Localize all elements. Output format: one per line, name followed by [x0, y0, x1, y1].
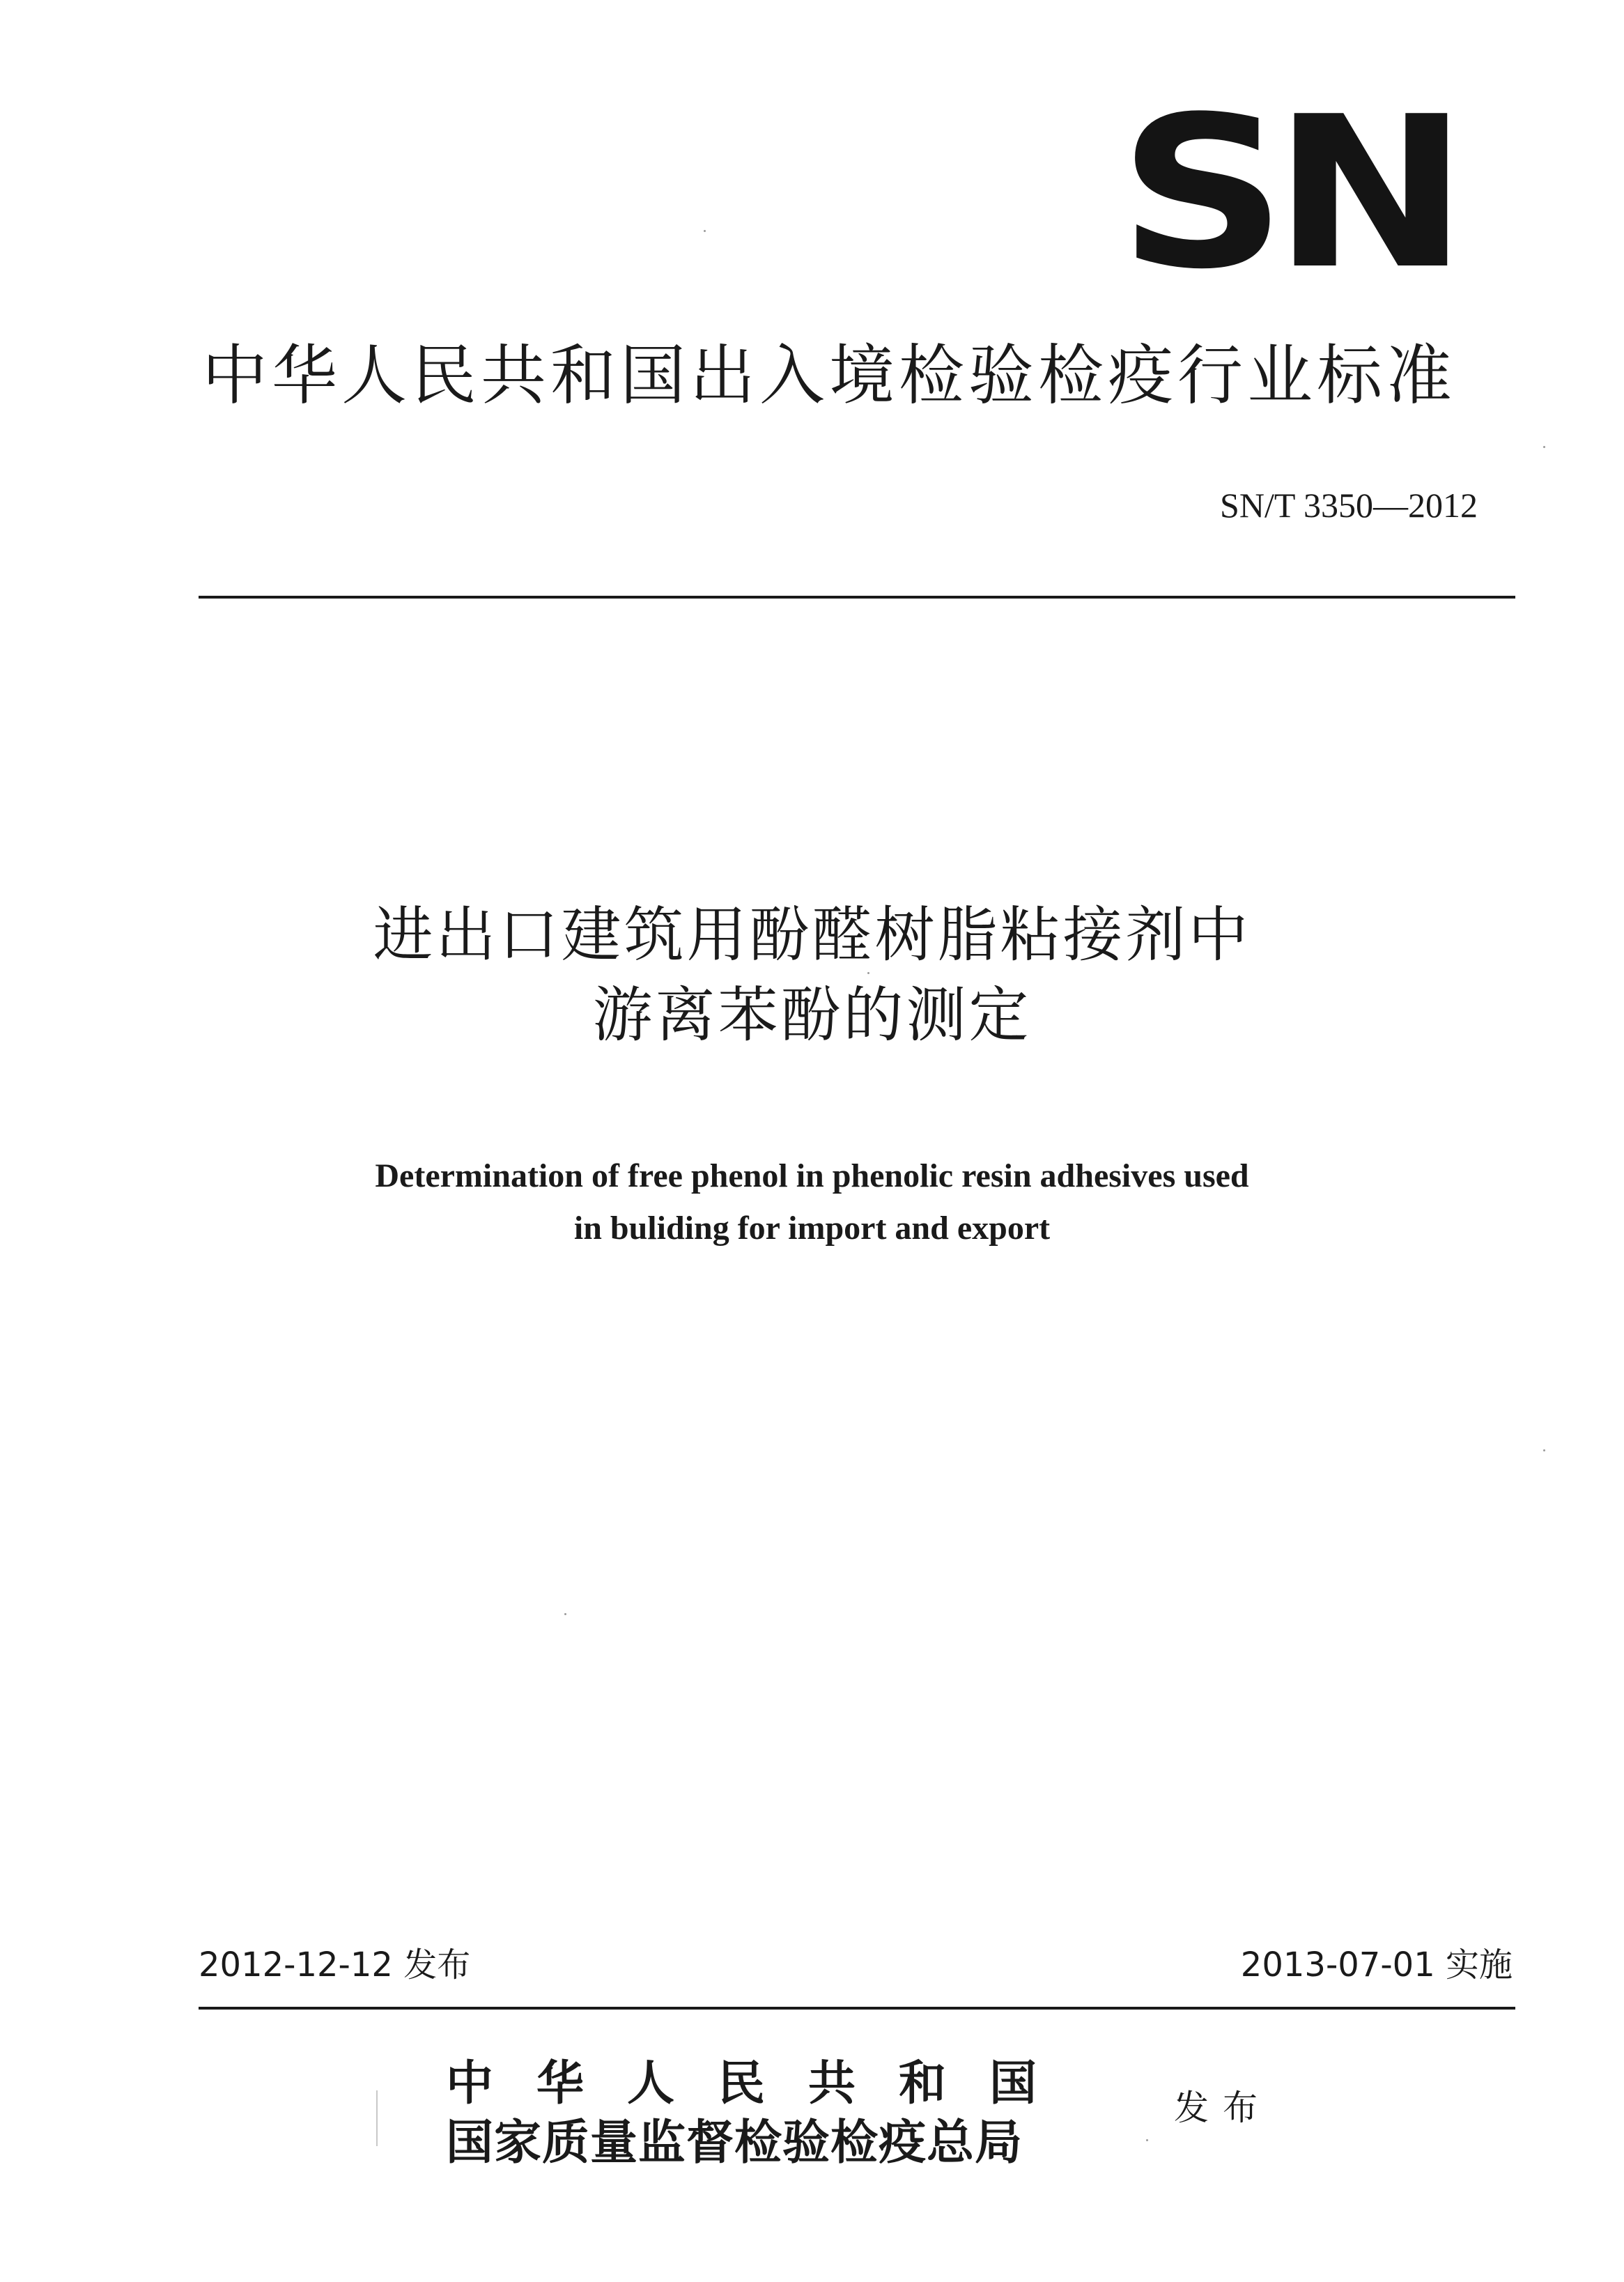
bottom-divider: [199, 2007, 1515, 2010]
publisher-line-1: 中华人民共和国: [446, 2056, 1081, 2111]
scan-artifact-mark: [376, 2090, 378, 2146]
chinese-title-line-1: 进出口建筑用酚醛树脂粘接剂中: [373, 900, 1251, 970]
publisher-line-2: 国家质量监督检验检疫总局: [446, 2115, 1023, 2171]
top-divider: [199, 596, 1515, 599]
english-title-line-2: in buliding for import and export: [573, 1210, 1051, 1247]
agency-title: 中华人民共和国出入境检验检疫行业标准: [202, 338, 1457, 414]
scan-speck: [564, 1613, 566, 1615]
scan-speck: [1543, 1449, 1545, 1451]
scan-speck: [704, 230, 706, 232]
issue-date: 2012-12-12 发布: [199, 1945, 471, 1984]
standard-code: SN/T 3350—2012: [1220, 486, 1478, 525]
chinese-title: [0, 895, 1624, 1056]
publish-label: 发布: [1174, 2088, 1271, 2128]
implementation-date: 2013-07-01 实施: [1240, 1945, 1513, 1984]
scan-speck: [1543, 446, 1545, 448]
chinese-title-line-2: 游离苯酚的测定: [592, 980, 1032, 1050]
scan-speck: [1146, 2139, 1148, 2141]
scan-speck: [867, 972, 869, 974]
english-title-line-1: Determination of free phenol in phenolic resin adhesives used: [375, 1157, 1249, 1194]
english-title: [0, 1150, 1624, 1254]
sn-logo: SN: [1118, 72, 1455, 315]
